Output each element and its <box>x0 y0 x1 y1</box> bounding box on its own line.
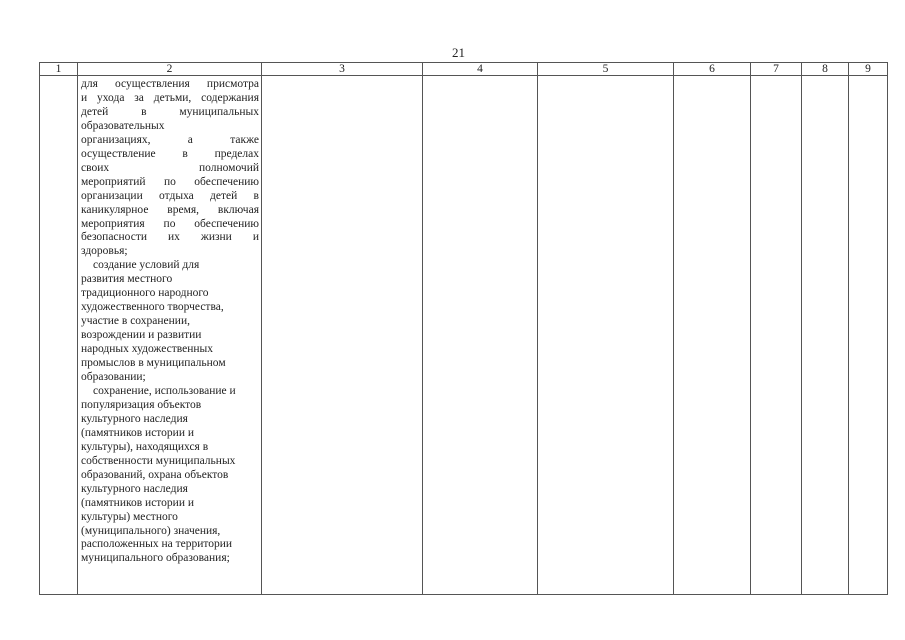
table-cell <box>751 76 802 595</box>
document-table <box>39 62 888 595</box>
text-line: возрождении и развитии <box>81 329 202 342</box>
column-header: 5 <box>538 63 674 76</box>
column-header: 6 <box>674 63 751 76</box>
table-cell-description <box>78 76 262 595</box>
header-row <box>40 63 888 76</box>
text-line: культуры) местного <box>81 510 178 523</box>
column-header: 2 <box>78 63 262 76</box>
text-line: для осуществления присмотра <box>81 78 259 90</box>
text-line: каникулярное время, включая <box>81 203 259 216</box>
text-line: организациях, а также <box>81 133 259 146</box>
text-line: культурного наследия <box>81 412 188 425</box>
text-line: расположенных на территории <box>81 538 233 551</box>
text-line: популяризация объектов <box>81 398 202 411</box>
text-line: мероприятий по обеспечению <box>81 175 259 188</box>
column-header: 7 <box>751 63 802 76</box>
text-line: образовательных <box>81 119 165 132</box>
column-header: 8 <box>802 63 849 76</box>
text-line: своих полномочий <box>81 161 259 174</box>
page-number: 21 <box>452 45 465 60</box>
text-line: создание условий для <box>93 259 200 272</box>
text-line: образовании; <box>81 371 146 384</box>
text-line: культурного наследия <box>81 482 188 495</box>
text-line: художественного творчества, <box>81 301 224 314</box>
text-line: (муниципального) значения, <box>81 524 221 537</box>
text-line: участие в сохранении, <box>81 315 190 328</box>
text-line: (памятников истории и <box>81 496 195 509</box>
table-cell <box>849 76 888 595</box>
table-row <box>40 76 888 595</box>
text-line: и ухода за детьми, содержания <box>81 91 259 104</box>
text-line: собственности муниципальных <box>81 454 236 467</box>
column-header: 3 <box>262 63 423 76</box>
text-line: (памятников истории и <box>81 426 195 439</box>
column-header: 4 <box>423 63 538 76</box>
table-cell <box>802 76 849 595</box>
text-line: безопасности их жизни и <box>81 231 259 244</box>
table-cell <box>40 76 78 595</box>
table-cell <box>538 76 674 595</box>
text-line: традиционного народного <box>81 287 209 300</box>
text-line: культуры), находящихся в <box>81 440 209 453</box>
table-cell <box>423 76 538 595</box>
text-line: сохранение, использование и <box>93 384 236 397</box>
table-cell <box>674 76 751 595</box>
text-line: мероприятия по обеспечению <box>81 217 259 230</box>
text-line: муниципального образования; <box>81 552 230 565</box>
column-header: 1 <box>40 63 78 76</box>
column-header: 9 <box>849 63 888 76</box>
text-line: образований, охрана объектов <box>81 468 229 481</box>
text-line: развития местного <box>81 273 173 286</box>
text-line: организации отдыха детей в <box>81 189 259 202</box>
text-line: здоровья; <box>81 245 128 258</box>
text-line: народных художественных <box>81 343 214 356</box>
table-cell <box>262 76 423 595</box>
text-line: осуществление в пределах <box>81 147 259 160</box>
text-line: детей в муниципальных <box>81 105 259 118</box>
text-line: промыслов в муниципальном <box>81 357 226 370</box>
cell-text <box>78 76 261 566</box>
